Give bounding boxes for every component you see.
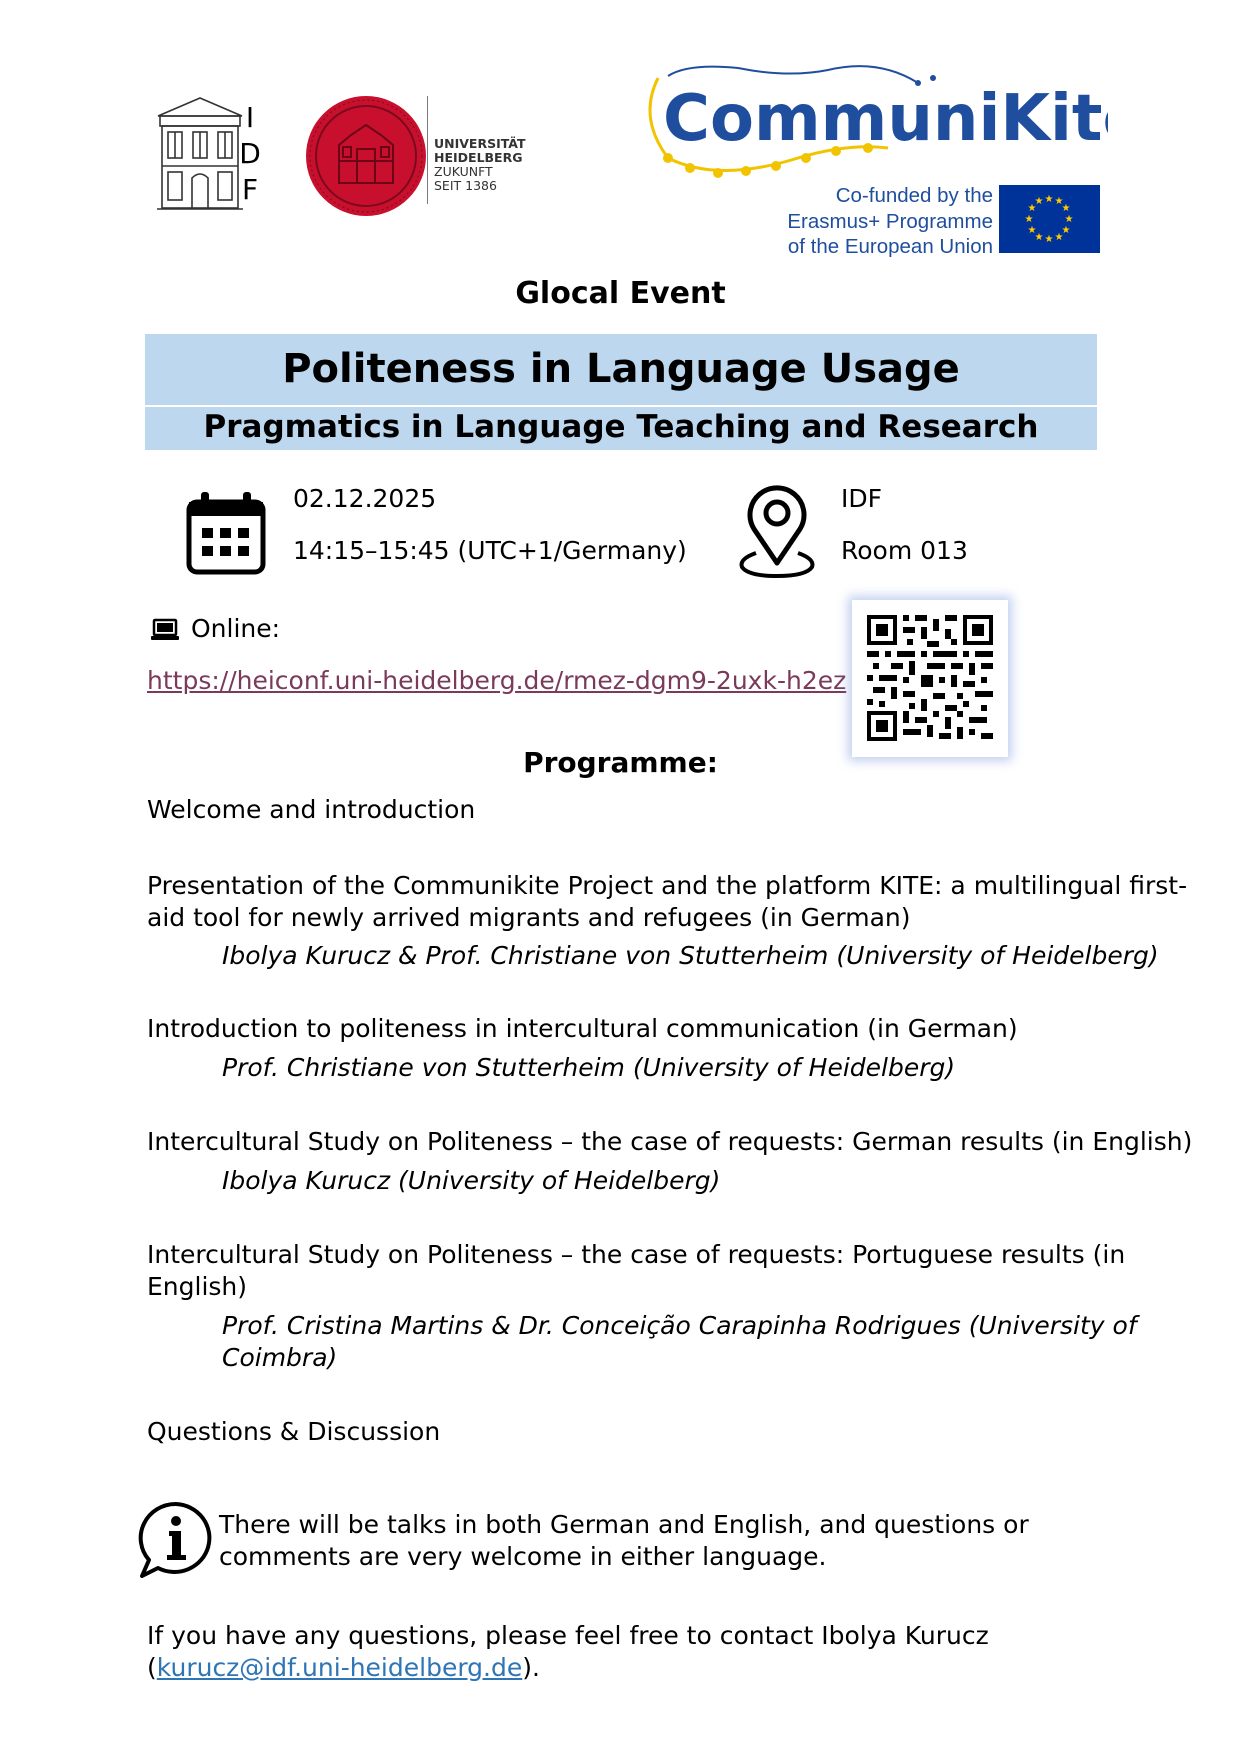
university-name: UNIVERSITÄT HEIDELBERG ZUKUNFT SEIT 1386 [434,136,526,193]
location-room: Room 013 [841,536,968,565]
info-speech-bubble-icon [136,1500,216,1584]
programme-heading: Programme: [523,746,718,779]
svg-text:★: ★ [1034,232,1044,243]
event-type-heading: Glocal Event [515,276,726,311]
programme-item-portuguese-speaker: Prof. Cristina Martins & Dr. Conceição Carapinha Rodrigues (University of Coimbra) [222,1311,1137,1372]
svg-text:★: ★ [1027,203,1037,214]
programme-item-german-results: Intercultural Study on Politeness – the case of requests: German results (in English) [147,1127,1193,1156]
idf-wordmark: I D F [239,101,263,206]
svg-text:★: ★ [1061,225,1071,236]
laptop-icon [150,618,180,646]
language-info-note: There will be talks in both German and English, and questions or comments are very welcome in either language. [219,1510,1029,1571]
eu-flag-icon [999,185,1100,253]
svg-text:★: ★ [1034,196,1044,207]
contact-email-link[interactable]: kurucz@idf.uni-heidelberg.de [156,1653,523,1682]
heidelberg-seal-logo [305,95,427,217]
programme-item-project-speaker: Ibolya Kurucz & Prof. Christiane von Stutterheim (University of Heidelberg) [222,941,1159,970]
programme-item-project-presentation: Presentation of the Communikite Project and the platform KITE: a multilingual first- aid tool for newly arrived migrants and refugees (in German) [147,871,1188,932]
svg-text:★: ★ [1027,225,1037,236]
online-label: Online: [191,614,281,643]
programme-item-welcome: Welcome and introduction [147,795,476,824]
programme-item-politeness-speaker: Prof. Christiane von Stutterheim (University of Heidelberg) [222,1053,956,1082]
communikite-logo [628,58,1108,188]
svg-text:★: ★ [1054,232,1064,243]
calendar-icon [185,490,267,580]
svg-text:★: ★ [1044,234,1054,245]
page-title: Politeness in Language Usage [282,346,960,392]
svg-text:★: ★ [1061,203,1071,214]
location-pin-icon [734,483,820,583]
event-date: 02.12.2025 [293,484,437,513]
svg-text:CommuniKite: CommuniKite [663,82,1108,156]
qr-code[interactable] [852,600,1008,757]
location-name: IDF [841,484,883,513]
event-time: 14:15–15:45 (UTC+1/Germany) [293,536,687,565]
programme-item-politeness-intro: Introduction to politeness in intercultural communication (in German) [147,1014,1018,1043]
logo-divider [427,96,428,204]
svg-text:★: ★ [1024,214,1034,225]
svg-text:★: ★ [1054,196,1064,207]
programme-item-german-speaker: Ibolya Kurucz (University of Heidelberg) [222,1166,721,1195]
erasmus-cofunding-text: Co-funded by the Erasmus+ Programme of the European Union [787,184,993,258]
online-meeting-link[interactable]: https://heiconf.uni-heidelberg.de/rmez-dgm9-2uxk-h2ez [147,666,847,695]
programme-item-discussion: Questions & Discussion [147,1417,441,1446]
svg-text:★: ★ [1044,194,1054,205]
contact-note: If you have any questions, please feel free to contact Ibolya Kurucz (kurucz@idf.uni-heidelberg.de). [147,1621,989,1682]
page-subtitle: Pragmatics in Language Teaching and Research [203,409,1039,445]
svg-text:★: ★ [1064,214,1074,225]
programme-item-portuguese-results: Intercultural Study on Politeness – the case of requests: Portuguese results (in English) [147,1240,1126,1301]
